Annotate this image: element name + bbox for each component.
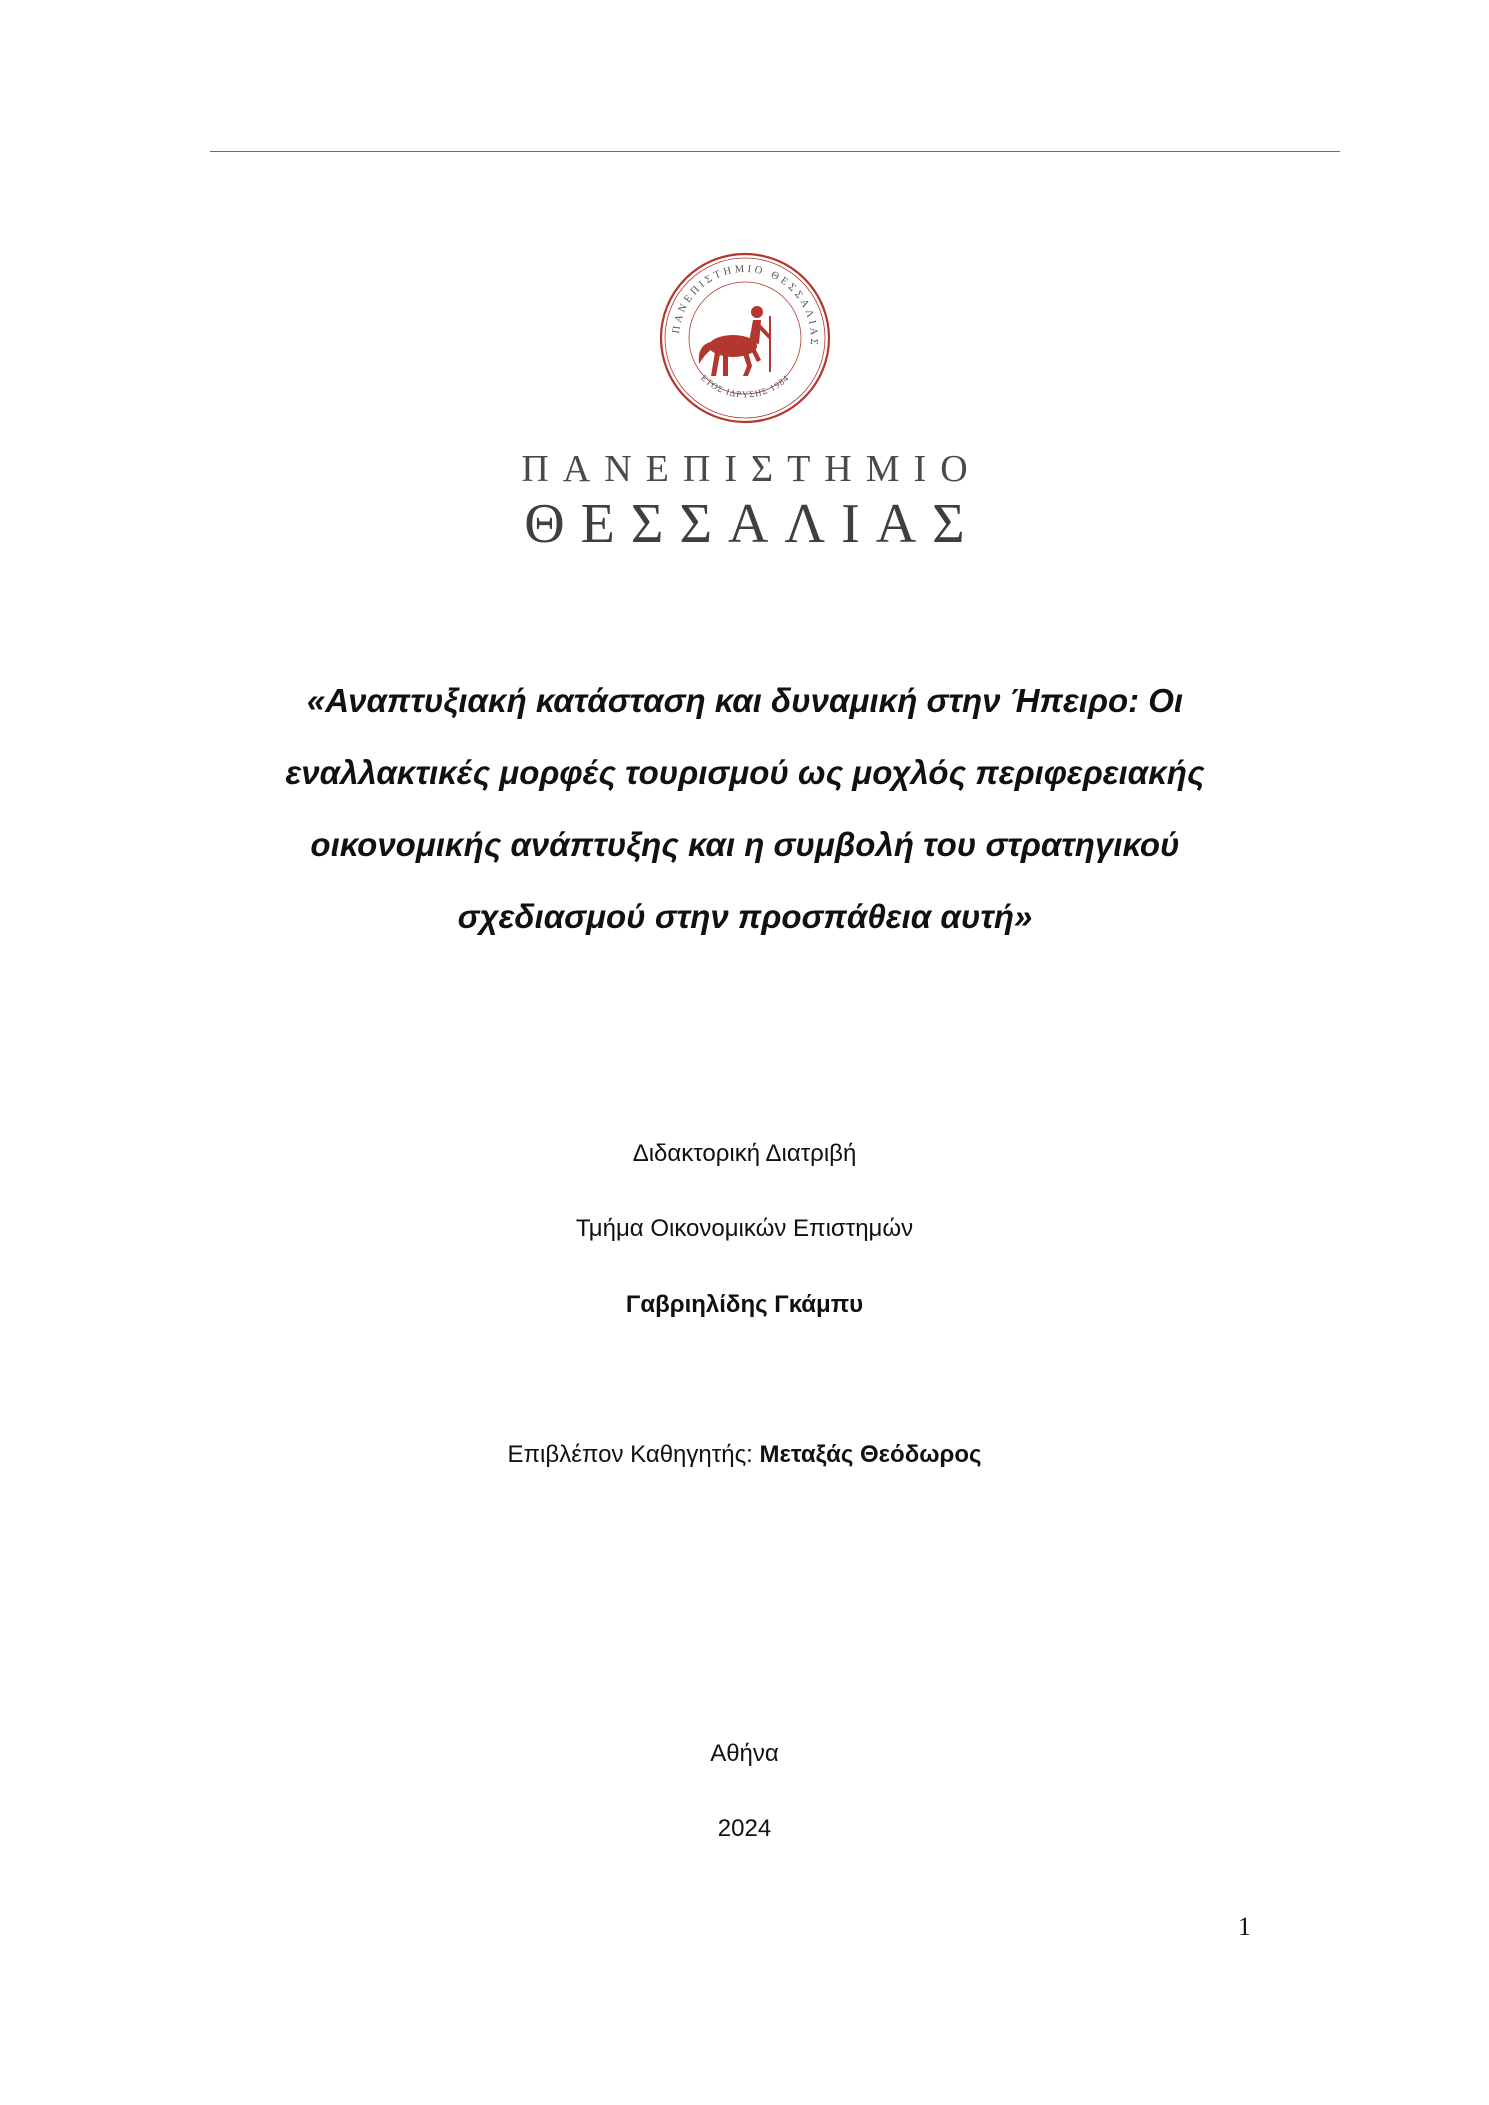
seal-ring-text: ΠΑΝΕΠΙΣΤΗΜΙΟ ΘΕΣΣΑΛΙΑΣ xyxy=(670,263,819,349)
svg-text:ΕΤΟΣ ΙΔΡΥΣΗΣ 1984 xyxy=(698,373,790,400)
year: 2024 xyxy=(717,1815,772,1842)
university-seal-icon xyxy=(657,250,833,426)
city: Αθήνα xyxy=(710,1740,779,1767)
author-name: Γαβριηλίδης Γκάμπυ xyxy=(625,1291,864,1318)
thesis-title xyxy=(230,665,1260,953)
university-logo xyxy=(0,250,1489,555)
department-name: Τμήμα Οικονομικών Επιστημών xyxy=(575,1215,914,1242)
thesis-type: Διδακτορική Διατριβή xyxy=(632,1140,857,1167)
thesis-title-line: «Αναπτυξιακή κατάσταση και δυναμική στην Ήπειρο: Οι xyxy=(306,682,1184,719)
thesis-title-line: εναλλακτικές μορφές τουρισμού ως μοχλός περιφερειακής xyxy=(285,754,1205,791)
centaur-icon xyxy=(698,306,770,376)
header-rule xyxy=(210,151,1340,152)
thesis-title-line: οικονομικής ανάπτυξης και η συμβολή του στρατηγικού xyxy=(310,826,1180,863)
supervisor-name: Μεταξάς Θεόδωρος xyxy=(759,1441,982,1468)
university-name-line1: ΠΑΝΕΠΙΣΤΗΜΙΟ xyxy=(521,448,982,490)
thesis-title-line: σχεδιασμού στην προσπάθεια αυτή» xyxy=(457,898,1033,935)
supervisor-label: Επιβλέπον Καθηγητής: xyxy=(507,1441,753,1468)
supervisor-line xyxy=(0,1440,1489,1470)
page-number: 1 xyxy=(1238,1912,1251,1941)
svg-text:ΠΑΝΕΠΙΣΤΗΜΙΟ ΘΕΣΣΑΛΙΑΣ xyxy=(670,264,818,348)
seal-founded-text: ΕΤΟΣ ΙΔΡΥΣΗΣ 1984 xyxy=(698,372,791,400)
university-name-line2: ΘΕΣΣΑΛΙΑΣ xyxy=(524,493,981,555)
